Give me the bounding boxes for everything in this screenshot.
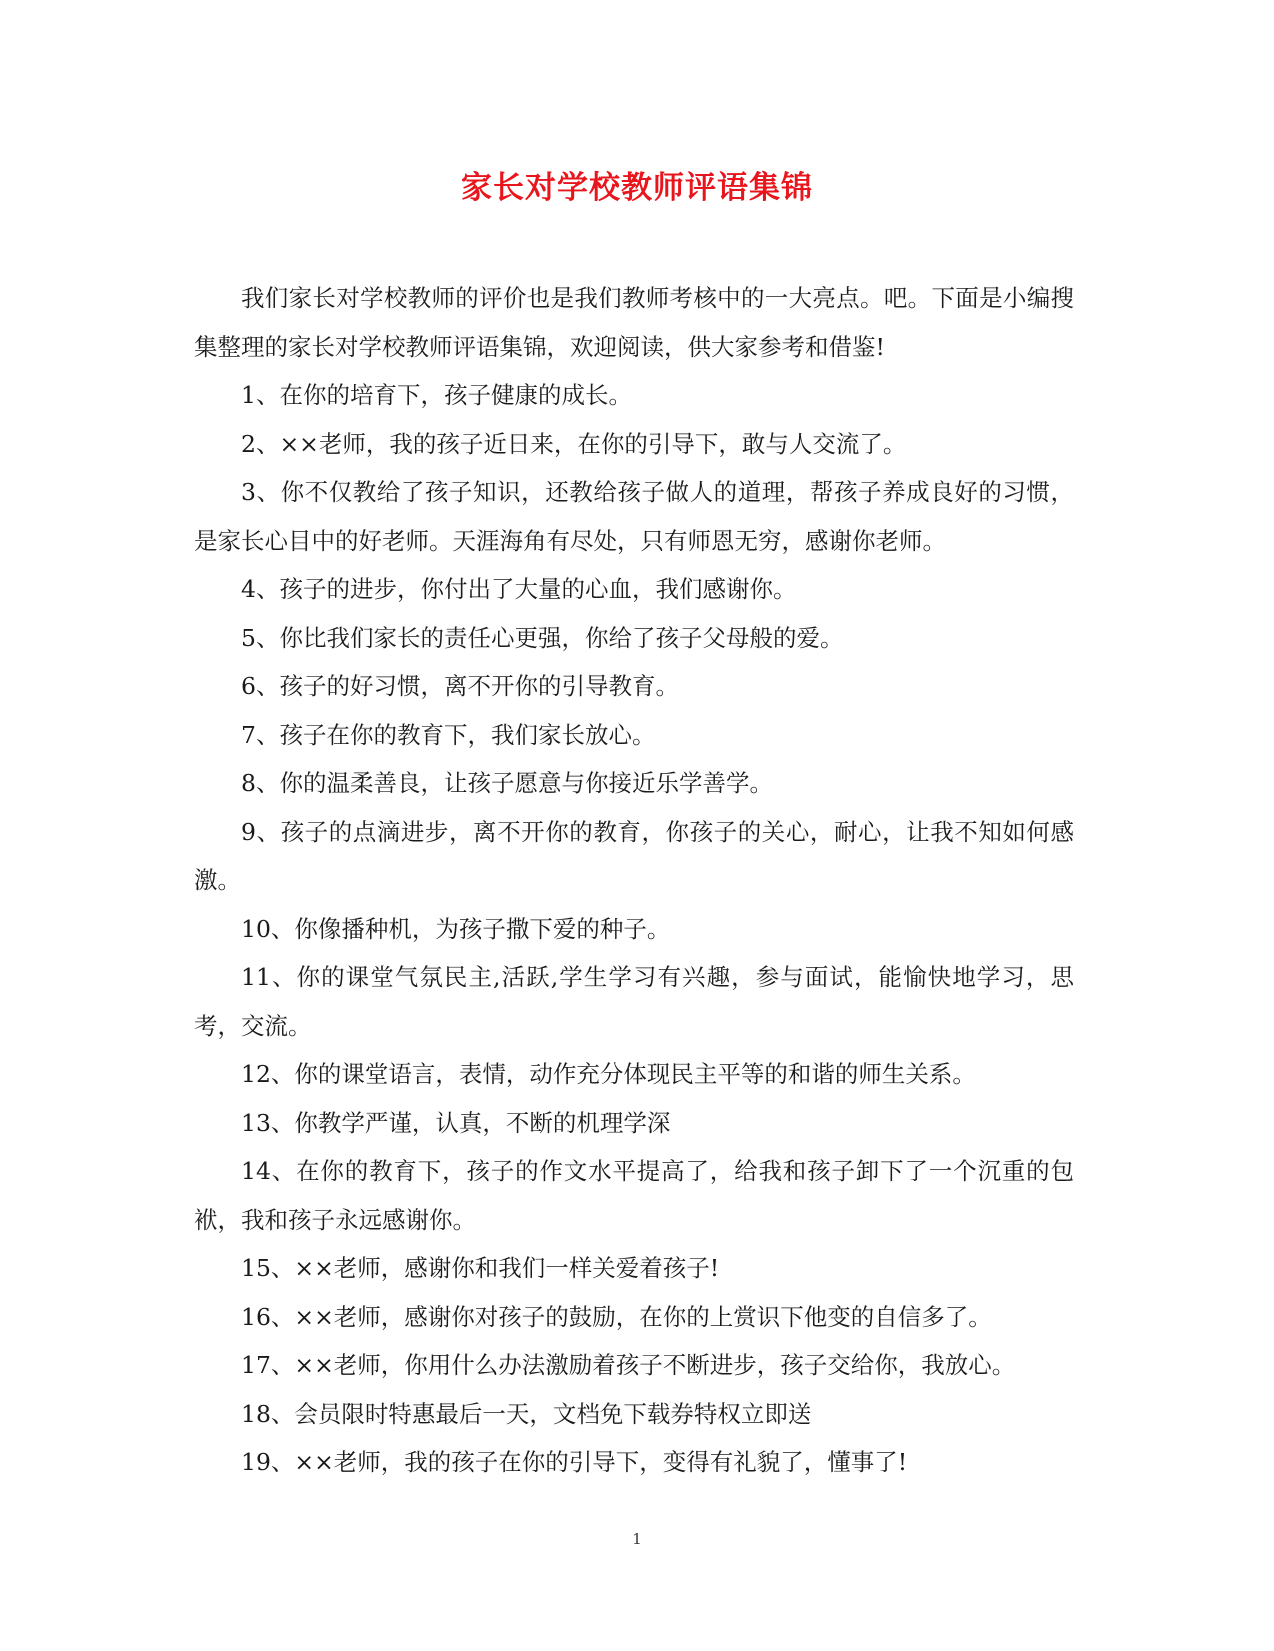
list-item: 18、会员限时特惠最后一天，文档免下载券特权立即送 — [241, 1399, 812, 1428]
intro-paragraph: 我们家长对学校教师的评价也是我们教师考核中的一大亮点。吧。下面是小编搜集整理的家长对学校教师评语集锦，欢迎阅读，供大家参考和借鉴! — [194, 284, 1074, 361]
list-item: 12、你的课堂语言，表情，动作充分体现民主平等的和谐的师生关系。 — [241, 1060, 976, 1088]
document-body — [194, 274, 1074, 1487]
list-item: 15、××老师，感谢你和我们一样关爱着孩子! — [241, 1254, 720, 1282]
list-item: 2、××老师，我的孩子近日来，在你的引导下，敢与人交流了。 — [241, 429, 907, 458]
list-item: 7、孩子在你的教育下，我们家长放心。 — [241, 720, 656, 749]
list-item: 1、在你的培育下，孩子健康的成长。 — [241, 381, 632, 409]
list-item: 9、孩子的点滴进步，离不开你的教育，你孩子的关心，耐心，让我不知如何感激。 — [194, 817, 1074, 894]
list-item: 8、你的温柔善良，让孩子愿意与你接近乐学善学。 — [241, 769, 773, 797]
list-item: 3、你不仅教给了孩子知识，还教给孩子做人的道理，帮孩子养成良好的习惯，是家长心目中的好老师。天涯海角有尽处，只有师恩无穷，感谢你老师。 — [194, 478, 1074, 555]
document-title: 家长对学校教师评语集锦 — [461, 170, 813, 206]
list-item: 17、××老师，你用什么办法激励着孩子不断进步，孩子交给你，我放心。 — [241, 1351, 1016, 1379]
list-item: 19、××老师，我的孩子在你的引导下，变得有礼貌了，懂事了! — [241, 1448, 908, 1476]
list-item: 11、你的课堂气氛民主,活跃,学生学习有兴趣，参与面试，能愉快地学习，思考，交流。 — [194, 963, 1074, 1040]
list-item: 4、孩子的进步，你付出了大量的心血，我们感谢你。 — [241, 575, 797, 603]
list-item: 10、你像播种机，为孩子撒下爱的种子。 — [241, 914, 671, 943]
page-number: 1 — [632, 1530, 642, 1548]
list-item: 13、你教学严谨，认真，不断的机理学深 — [241, 1108, 671, 1137]
list-item: 16、××老师，感谢你对孩子的鼓励，在你的上赏识下他变的自信多了。 — [241, 1302, 992, 1331]
list-item: 6、孩子的好习惯，离不开你的引导教育。 — [241, 672, 679, 700]
list-item: 14、在你的教育下，孩子的作文水平提高了，给我和孩子卸下了一个沉重的包袱，我和孩子永远感谢你。 — [194, 1157, 1074, 1234]
list-item: 5、你比我们家长的责任心更强，你给了孩子父母般的爱。 — [241, 623, 844, 652]
